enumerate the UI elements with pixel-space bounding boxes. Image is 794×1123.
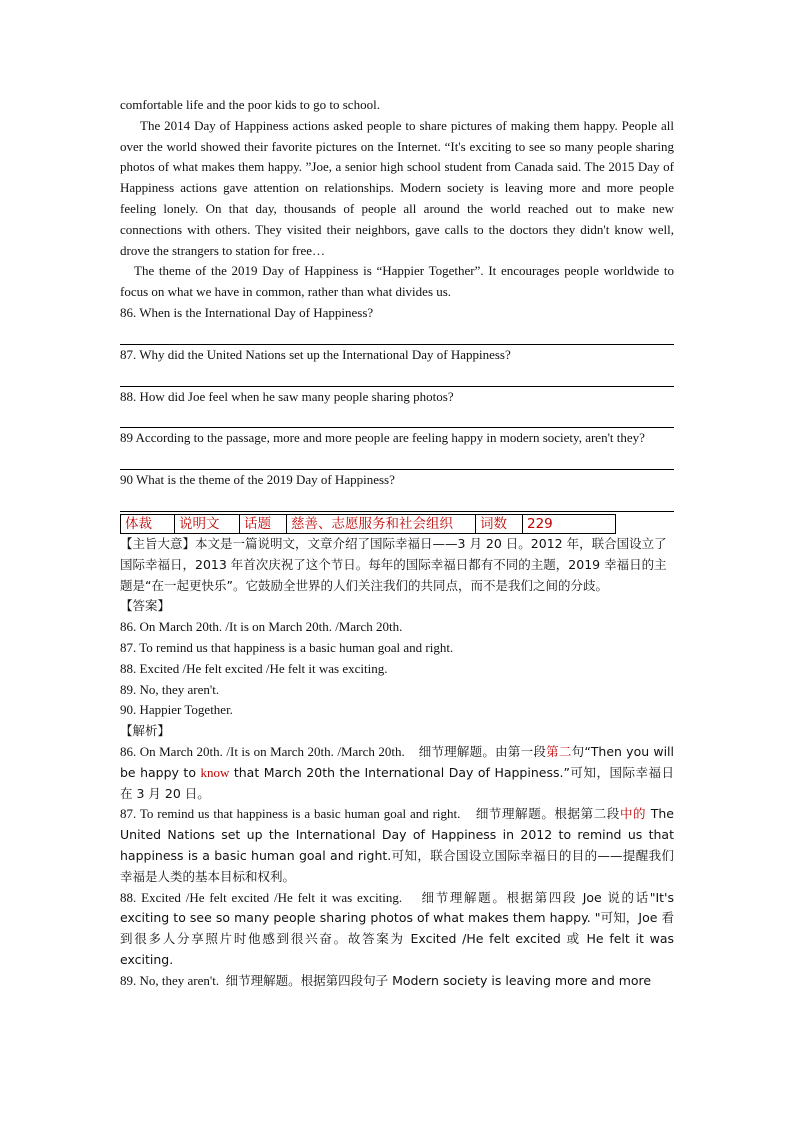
question-86: 86. When is the International Day of Happiness? <box>120 304 374 320</box>
analysis-text: 细节理解题。根据第四段 Joe 说的话"It's exciting to see so many people sharing photos of what makes them happy. "可知，Joe 看到很多人分享照片时他感到很兴奋。故答案为 Excited /He felt excited 或 He felt it was exciting. <box>120 889 674 967</box>
question-87: 87. Why did the United Nations set up the International Day of Happiness? <box>120 346 511 362</box>
analysis-86-answer: 86. On March 20th. /It is on March 20th. /March 20th. <box>120 743 405 759</box>
answer-86: 86. On March 20th. /It is on March 20th. /March 20th. <box>120 619 403 635</box>
answer-89: 89. No, they aren't. <box>120 681 220 697</box>
analysis-text: 细节理解题。根据第四段句子 Modern society is leaving more and more <box>225 972 652 988</box>
answers-heading: 【答案】 <box>120 598 171 614</box>
analysis-text: 细节理解题。根据第二段 <box>475 806 620 822</box>
document-page <box>120 95 674 991</box>
passage-line: comfortable life and the poor kids to go to school. <box>120 97 380 112</box>
analysis-text: 细节理解题。由第一段 <box>418 743 547 759</box>
analysis-87 <box>120 804 674 887</box>
answer-line <box>120 366 674 387</box>
highlight-text: 第二 <box>546 743 572 759</box>
word-count-label: 词数 <box>476 514 523 533</box>
summary-heading: 【主旨大意】 <box>120 535 196 551</box>
topic-label: 话题 <box>240 514 287 533</box>
highlight-text: 中的 <box>619 806 647 822</box>
genre-label: 体裁 <box>121 514 175 533</box>
answer-line <box>120 449 674 470</box>
answer-line <box>120 407 674 428</box>
topic-value: 慈善、志愿服务和社会组织 <box>287 514 476 533</box>
analysis-88-answer: 88. Excited /He felt excited /He felt it was exciting. <box>120 889 403 905</box>
answer-88: 88. Excited /He felt excited /He felt it was exciting. <box>120 660 388 676</box>
analysis-89 <box>120 971 674 992</box>
summary <box>120 534 674 596</box>
answer-87: 87. To remind us that happiness is a basic human goal and right. <box>120 639 454 655</box>
summary-text: 本文是一篇说明文，文章介绍了国际幸福日——3 月 20 日。2012 年，联合国设立了国际幸福日，2013 年首次庆祝了这个节日。每年的国际幸福日都有不同的主题，2019 幸福日的主题是“在一起更快乐”。它鼓励全世界的人们关注我们的共同点，而不是我们之间的分歧。 <box>120 535 667 593</box>
info-table <box>120 514 616 534</box>
analysis-89-answer: 89. No, they aren't. <box>120 972 220 988</box>
question-89: 89 According to the passage, more and more people are feeling happy in modern society, aren't they? <box>120 430 645 446</box>
answer-90: 90. Happier Together. <box>120 702 233 718</box>
analysis-88 <box>120 888 674 971</box>
answer-line <box>120 491 674 512</box>
analysis-text: The United Nations set up the International Day of Happiness in 2012 to remind us that happiness is a basic human goal and right.可知，联合国设立国际幸福日的目的——提醒我们幸福是人类的基本目标和权利。 <box>120 806 674 884</box>
answer-line <box>120 324 674 345</box>
question-88: 88. How did Joe feel when he saw many people sharing photos? <box>120 388 454 404</box>
analysis-text: that March 20th the International Day of Happiness.”可知，国际幸福日在 3 月 20 日。 <box>120 764 674 801</box>
analysis-heading: 【解析】 <box>120 723 171 739</box>
analysis-text: 句“Then you will be happy to <box>120 743 674 780</box>
analysis-87-answer: 87. To remind us that happiness is a basic human goal and right. <box>120 806 461 822</box>
analysis-86 <box>120 742 674 804</box>
question-90: 90 What is the theme of the 2019 Day of Happiness? <box>120 472 395 488</box>
passage-paragraph: The 2014 Day of Happiness actions asked people to share pictures of making them happy. People all over the world showed their favorite pictures on the Internet. “It's exciting to see so many people sharing photos of what makes them happy. ”Joe, a senior high school student from Canada said. The 2015 Day of Happiness actions gave attention on relationships. Modern society is leaving more and more people feeling lonely. On that day, thousands of people all around the world reached out to make new connections with others. They visited their neighbors, gave calls to the doctors they didn't know well, drove the strangers to station for free… <box>120 117 674 258</box>
highlight-text: know <box>200 764 230 780</box>
passage-paragraph: The theme of the 2019 Day of Happiness is “Happier Together”. It encourages people worldwide to focus on what we have in common, rather than what divides us. <box>120 263 674 300</box>
word-count-value: 229 <box>523 514 616 533</box>
genre-value: 说明文 <box>175 514 240 533</box>
